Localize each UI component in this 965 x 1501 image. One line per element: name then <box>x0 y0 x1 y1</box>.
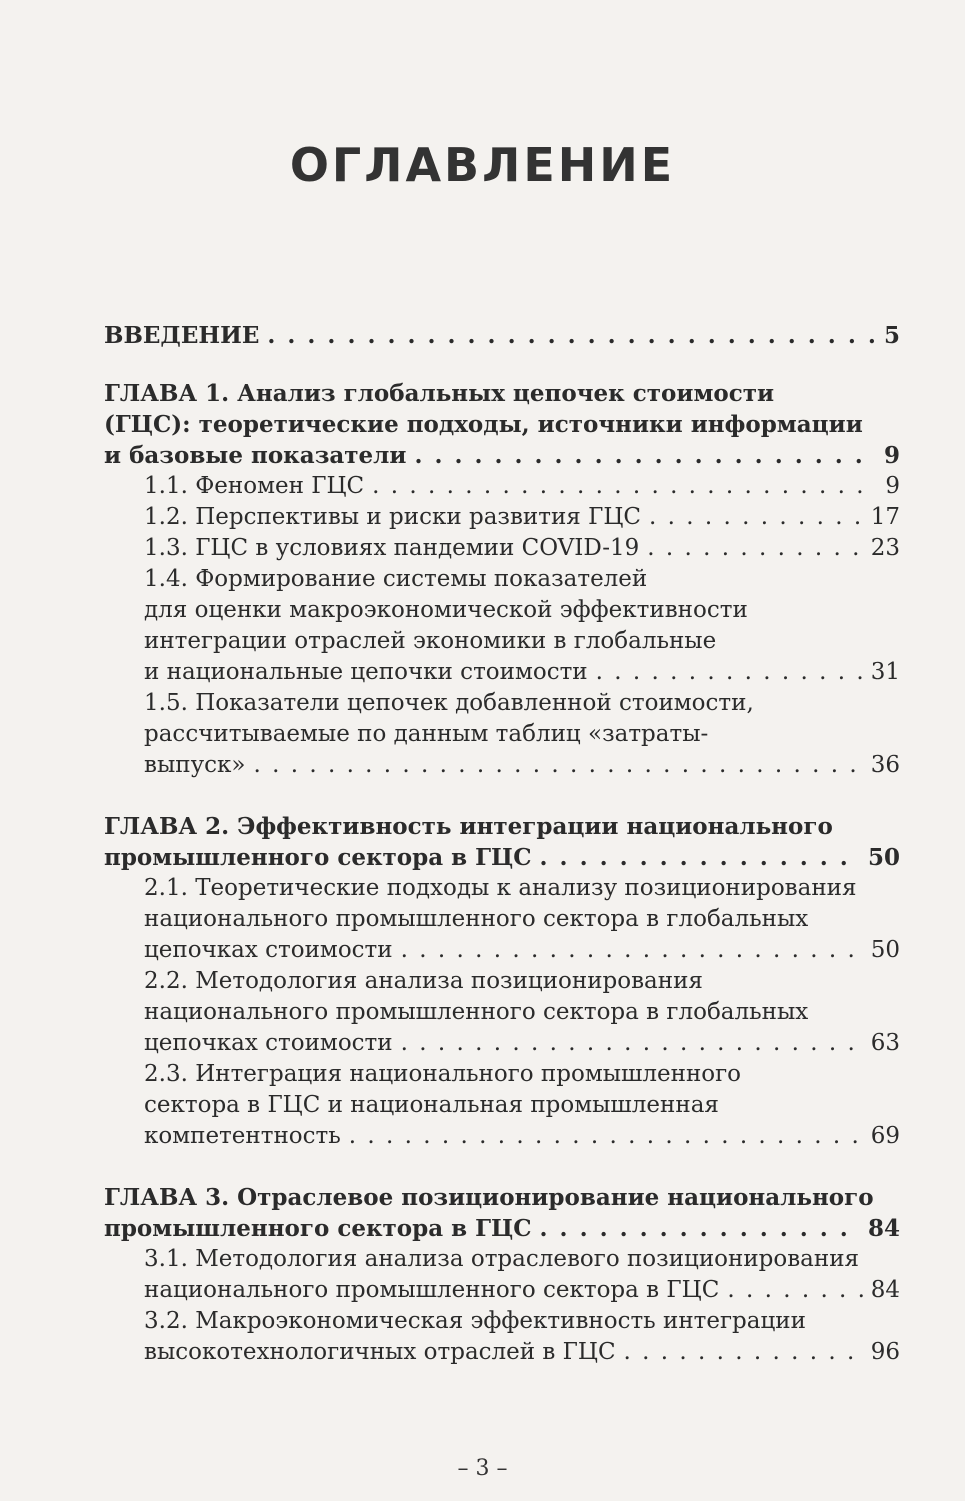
section-2-2: национального промышленного сектора в глобальных <box>144 999 809 1025</box>
dot-leader <box>401 1028 863 1059</box>
chapter-3-page: 84 <box>867 1215 900 1242</box>
section-3-2: 3.2. Макроэкономическая эффективность интеграции <box>144 1308 806 1334</box>
page-number: – 3 – <box>457 1456 508 1481</box>
dot-leader <box>267 320 876 351</box>
section-page: 17 <box>870 504 900 530</box>
section-1-4: 1.4. Формирование системы показателей <box>144 566 648 592</box>
chapter-2-title-line: промышленного сектора в ГЦС . . . 50 <box>104 842 900 873</box>
section-1-5: 1.5. Показатели цепочек добавленной стоимости, <box>144 690 754 716</box>
dot-leader <box>596 657 863 688</box>
section-page: 23 <box>870 535 900 561</box>
dot-leader <box>253 750 862 781</box>
section-3-1: национального промышленного сектора в ГЦС . . . 84 <box>104 1275 900 1306</box>
section-2-1: 2.1. Теоретические подходы к анализу позиционирования <box>144 875 857 901</box>
chapter-3-title-line: промышленного сектора в ГЦС . . . 84 <box>104 1213 900 1244</box>
section-1-4: для оценки макроэкономической эффективности <box>144 597 748 623</box>
section-1-5: рассчитываемые по данным таблиц «затраты- <box>144 721 709 747</box>
dot-leader <box>727 1275 862 1306</box>
chapter-1-title-line: ГЛАВА 1. Анализ глобальных цепочек стоимости <box>104 380 775 407</box>
dot-leader <box>649 502 863 533</box>
section-1-1: 1.1. Феномен ГЦС . . . 9 <box>104 471 900 502</box>
section-page: 50 <box>870 937 900 963</box>
section-1-4: интеграции отраслей экономики в глобальные <box>144 628 717 654</box>
section-2-3: компетентность . . . 69 <box>104 1121 900 1152</box>
toc-entry-title: ВВЕДЕНИЕ <box>104 322 260 349</box>
section-page: 31 <box>870 659 900 685</box>
section-page: 69 <box>870 1123 900 1149</box>
section-1-5: выпуск» . . . 36 <box>104 750 900 781</box>
section-2-2: 2.2. Методология анализа позиционирования <box>144 968 703 994</box>
section-1-4: и национальные цепочки стоимости . . . 31 <box>104 657 900 688</box>
section-page: 63 <box>870 1030 900 1056</box>
chapter-2-page: 50 <box>867 844 900 871</box>
dot-leader <box>372 471 877 502</box>
chapter-1-page: 9 <box>883 442 900 469</box>
section-2-1: национального промышленного сектора в глобальных <box>144 906 809 932</box>
section-page: 36 <box>870 752 900 778</box>
chapter-1-title-line: (ГЦС): теоретические подходы, источники информации <box>104 411 863 438</box>
toc-entry-page: 5 <box>883 322 900 349</box>
dot-leader <box>414 440 876 471</box>
section-2-1: цепочках стоимости . . . 50 <box>104 935 900 966</box>
section-1-3: 1.3. ГЦС в условиях пандемии COVID-19 . . . 23 <box>104 533 900 564</box>
section-2-3: сектора в ГЦС и национальная промышленная <box>144 1092 719 1118</box>
section-1-2: 1.2. Перспективы и риски развития ГЦС . . . 17 <box>104 502 900 533</box>
chapter-3-title-line: ГЛАВА 3. Отраслевое позиционирование национального <box>104 1184 874 1211</box>
chapter-2-title-line: ГЛАВА 2. Эффективность интеграции национального <box>104 813 833 840</box>
section-3-1: 3.1. Методология анализа отраслевого позиционирования <box>144 1246 860 1272</box>
dot-leader <box>647 533 862 564</box>
section-page: 84 <box>870 1277 900 1303</box>
dot-leader <box>540 842 860 873</box>
dot-leader <box>540 1213 860 1244</box>
page-title: ОГЛАВЛЕНИЕ <box>289 138 676 192</box>
section-page: 96 <box>870 1339 900 1365</box>
section-2-2: цепочках стоимости . . . 63 <box>104 1028 900 1059</box>
dot-leader <box>349 1121 863 1152</box>
section-3-2: высокотехнологичных отраслей в ГЦС . . . 96 <box>104 1337 900 1368</box>
dot-leader <box>401 935 863 966</box>
section-page: 9 <box>885 473 900 499</box>
table-of-contents <box>104 320 900 1368</box>
section-2-3: 2.3. Интеграция национального промышленного <box>144 1061 742 1087</box>
toc-entry-intro <box>104 320 900 351</box>
dot-leader <box>624 1337 863 1368</box>
chapter-1-title-line: и базовые показатели . . . 9 <box>104 440 900 471</box>
